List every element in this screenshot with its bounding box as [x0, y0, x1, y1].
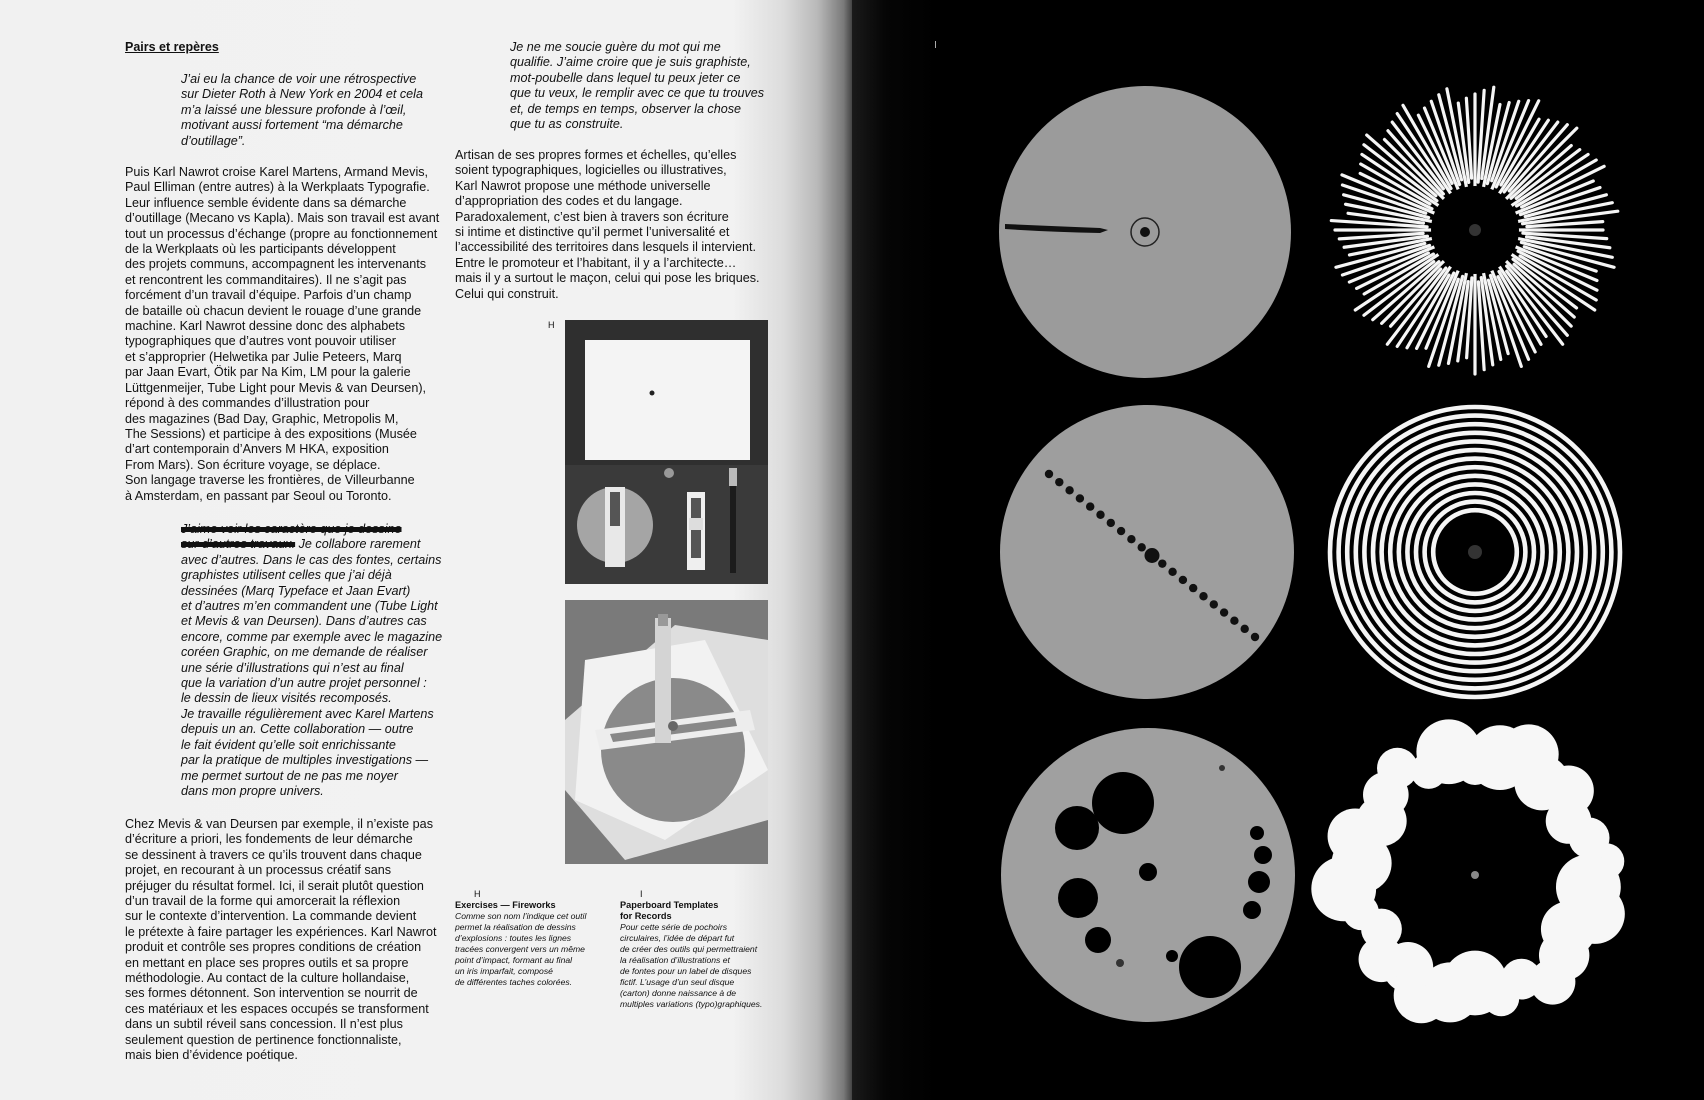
template-hole: [1158, 559, 1166, 567]
caption-h-letter: H: [474, 889, 481, 899]
paragraph-artisan: Artisan de ses propres formes et échelles, qu’elles soient typographiques, logicielles ou illustratives, Karl Nawrot propose une méthode universelle d’appropriation des codes et du langage. Paradoxalement, c’est bien à travers son écriture si intime et distinctive qu’il permet l’universalité et l’accessibilité des territoires dans lesquels il intervient. Entre le promoteur et l’habitant, il y a l’architecte… mais il y a surtout le maçon, celui qui pose les briques. Celui qui construit.: [455, 148, 760, 301]
template-hole: [1055, 478, 1063, 486]
template-hole: [1210, 600, 1218, 608]
template-hole: [1096, 511, 1104, 519]
quote-dieter-roth: J’ai eu la chance de voir une rétrospective sur Dieter Roth à New York en 2004 et cela m’a laissé une blessure profonde à l’œil, motivant aussi fortement “ma démarche d’outillage”.: [181, 72, 423, 148]
caption-h-title: Exercises — Fireworks: [455, 900, 556, 910]
figure-h-letter: H: [548, 320, 555, 330]
template-hole: [1241, 625, 1249, 633]
template-hole: [1251, 633, 1259, 641]
section-heading: Pairs et repères: [125, 40, 219, 54]
template-hole: [1230, 617, 1238, 625]
caption-i-text: Pour cette série de pochoirs circulaires, l’idée de départ fut de créer des outils qui permettraient la réalisation d’illustrations et de fontes pour un label de disques fictif. L’usage d’un seul disque (carton) donne naissance à de multiples variations (typo)graphiques.: [620, 922, 763, 1009]
disc-sunburst-template: [1331, 87, 1617, 374]
template-hole: [1189, 584, 1197, 592]
template-hole: [1199, 592, 1207, 600]
template-hole: [1107, 519, 1115, 527]
disc-holes-template: [1001, 728, 1295, 1022]
quote-graphiste: Je ne me soucie guère du mot qui me qualifie. J’aime croire que je suis graphiste, mot-poubelle dans lequel tu peux jeter ce que tu veux, le remplir avec ce que tu trouves et, de temps en temps, observer la chose que tu as construite.: [510, 40, 765, 132]
template-hole: [1179, 576, 1187, 584]
paragraph-mevis: Chez Mevis & van Deursen par exemple, il n’existe pas d’écriture a priori, les fondements de leur démarche se dessinent à travers ce qu’ils trouvent dans chaque projet, en recourant à un processus créatif sans préjuger du résultat formel. Ici, il serait plutôt question d’un travail de la forme qui amorcerait la réflexion sur le contexte d’intervention. La commande devient le prétexte à faire partager les expériences. Karl Nawrot produit et contrôle ses propres conditions de création en mettant en place ses propres outils et sa propre méthodologie. Au contact de la culture hollandaise, ses formes détonnent. Son intervention se nourrit de ces matériaux et les espaces occupés se transforment dans un subtil réveil sans concession. Il n’est plus seulement question de pertinence fonctionnaliste, mais bien d’évidence poétique.: [125, 817, 437, 1063]
template-hole: [1065, 486, 1073, 494]
template-hole: [1117, 527, 1125, 535]
disc-rings-template: [1330, 407, 1620, 697]
paragraph-werkplaats: Puis Karl Nawrot croise Karel Martens, Armand Mevis, Paul Elliman (entre autres) à la Werkplaats Typografie. Leur influence semble évidente dans sa démarche d’outillage (Mecano vs Kapla). Mais son travail est avant tout un processus d’échange (propre au fonctionnement de la Werkplaats où les participants développent des projets communs, accompagnent les intervenants et rencontrent les commanditaires). Il ne s’agit pas forcément d’un travail d’équipe. Parfois d’un champ de bataille où chacun devient le rouage d’une grande machine. Karl Nawrot dessine donc des alphabets typographiques que d’autres vont pouvoir utiliser et s’approprier (Helwetika par Julie Peteers, Marq par Jaan Evart, Ötik par Na Kim, LM pour la galerie Lüttgenmeijer, Tube Light pour Mevis & van Deursen), répond à des commandes d’illustration pour des magazines (Bad Day, Graphic, Metropolis M, The Sessions) et participe à des expositions (Musée d’art contemporain d’Anvers M HKA, exposition From Mars). Son écriture voyage, se déplace. Son langage traverse les frontières, de Villeurbanne à Amsterdam, en passant par Seoul ou Toronto.: [125, 165, 440, 503]
template-hole: [1138, 543, 1146, 551]
template-hole: [1127, 535, 1135, 543]
struck-text: J’aime voir les caractère que je dessine sur d’autres travaux.: [181, 522, 402, 552]
caption-i-title: Paperboard Templates for Records: [620, 900, 719, 921]
template-bubble: [1416, 719, 1481, 784]
disc-bubbles-template: [1311, 719, 1625, 1023]
template-hole: [1076, 494, 1084, 502]
caption-i-letter: I: [640, 889, 643, 899]
template-hole: [1145, 548, 1160, 563]
disc-line-template: [999, 86, 1291, 378]
quote-collaboration-body: Je collabore rarement avec d’autres. Dans le cas des fontes, certains graphistes utilisent celles que j’ai déjà dessinées (Marq Typeface et Jaan Evart) et d’autres m’en commandent une (Tube Light et Mevis & van Deursen). Dans d’autres cas encore, comme par exemple avec le magazine coréen Graphic, on me demande de réaliser une série d’illustrations qui n’est au final que la variation d’un autre projet personnel : le dessin de lieux visités recomposés. Je travaille régulièrement avec Karel Martens depuis un an. Cette collaboration — outre le fait évident qu’elle soit enrichissante par la pratique de multiples investigations — me permet surtout de ne pas me noyer dans mon propre univers.: [181, 537, 443, 798]
template-hole: [1045, 470, 1053, 478]
template-hole: [1168, 568, 1176, 576]
template-hole: [1220, 608, 1228, 616]
template-hole: [1086, 502, 1094, 510]
disc-dots-template: [1000, 405, 1294, 699]
caption-h-text: Comme son nom l’indique cet outil permet la réalisation de dessins d’explosions : toutes les lignes tracées convergent vers un même point d’impact, formant au final un iris imparfait, composé de différentes taches colorées.: [455, 911, 587, 987]
